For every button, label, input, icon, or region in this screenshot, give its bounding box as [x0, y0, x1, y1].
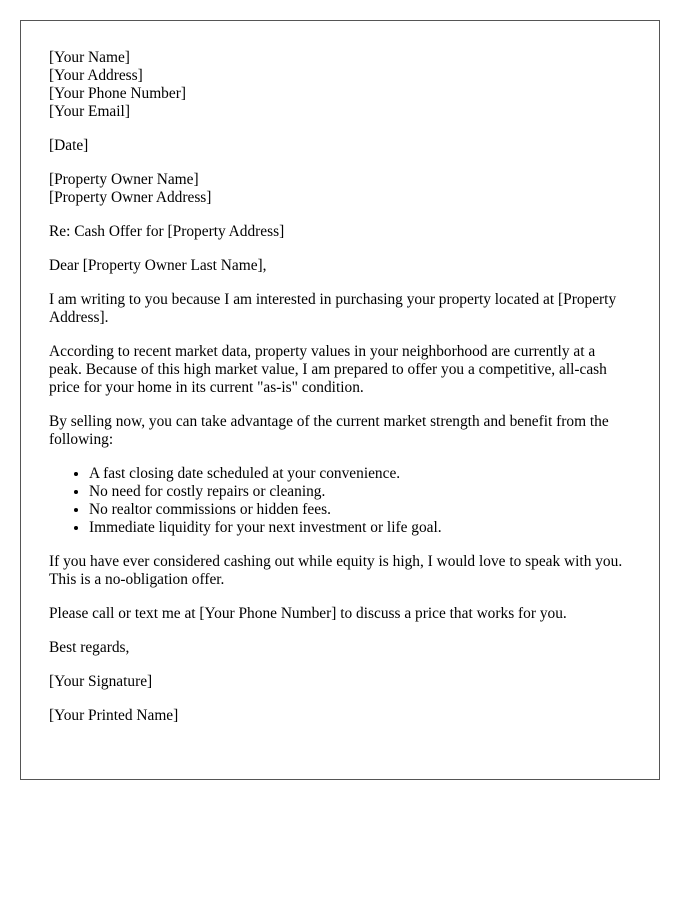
- market-paragraph: According to recent market data, property values in your neighborhood are currently at a peak. Because of this high market value, I am prepared to offer you a competitive, all-cash price for your home in its current "as-is" condition.: [49, 343, 607, 396]
- benefits-intro-paragraph: By selling now, you can take advantage of the current market strength and benefit from the following:: [49, 413, 609, 448]
- signature-line: [Your Signature]: [49, 673, 153, 690]
- printed-name-line: [Your Printed Name]: [49, 707, 179, 724]
- recipient-address: [Property Owner Address]: [49, 189, 212, 206]
- recipient-block: [49, 171, 631, 207]
- call-paragraph: Please call or text me at [Your Phone Number] to discuss a price that works for you.: [49, 605, 567, 622]
- sender-phone: [Your Phone Number]: [49, 85, 186, 102]
- sender-name: [Your Name]: [49, 49, 130, 66]
- list-item: • No realtor commissions or hidden fees.: [89, 501, 631, 519]
- cashing-out-paragraph: If you have ever considered cashing out while equity is high, I would love to speak with you. This is a no-obligation offer.: [49, 553, 623, 588]
- letter-page: [20, 20, 660, 780]
- salutation: Dear [Property Owner Last Name],: [49, 257, 267, 274]
- sender-address: [Your Address]: [49, 67, 143, 84]
- subject-line: Re: Cash Offer for [Property Address]: [49, 223, 285, 240]
- sender-block: [49, 49, 631, 121]
- benefits-list: [49, 465, 631, 537]
- recipient-name: [Property Owner Name]: [49, 171, 199, 188]
- intro-paragraph: I am writing to you because I am interested in purchasing your property located at [Property Address].: [49, 291, 617, 326]
- sender-email: [Your Email]: [49, 103, 130, 120]
- closing-line: Best regards,: [49, 639, 130, 656]
- letter-date: [Date]: [49, 137, 89, 154]
- list-item: • No need for costly repairs or cleaning.: [89, 483, 631, 501]
- list-item: • Immediate liquidity for your next investment or life goal.: [89, 519, 631, 537]
- list-item: • A fast closing date scheduled at your convenience.: [89, 465, 631, 483]
